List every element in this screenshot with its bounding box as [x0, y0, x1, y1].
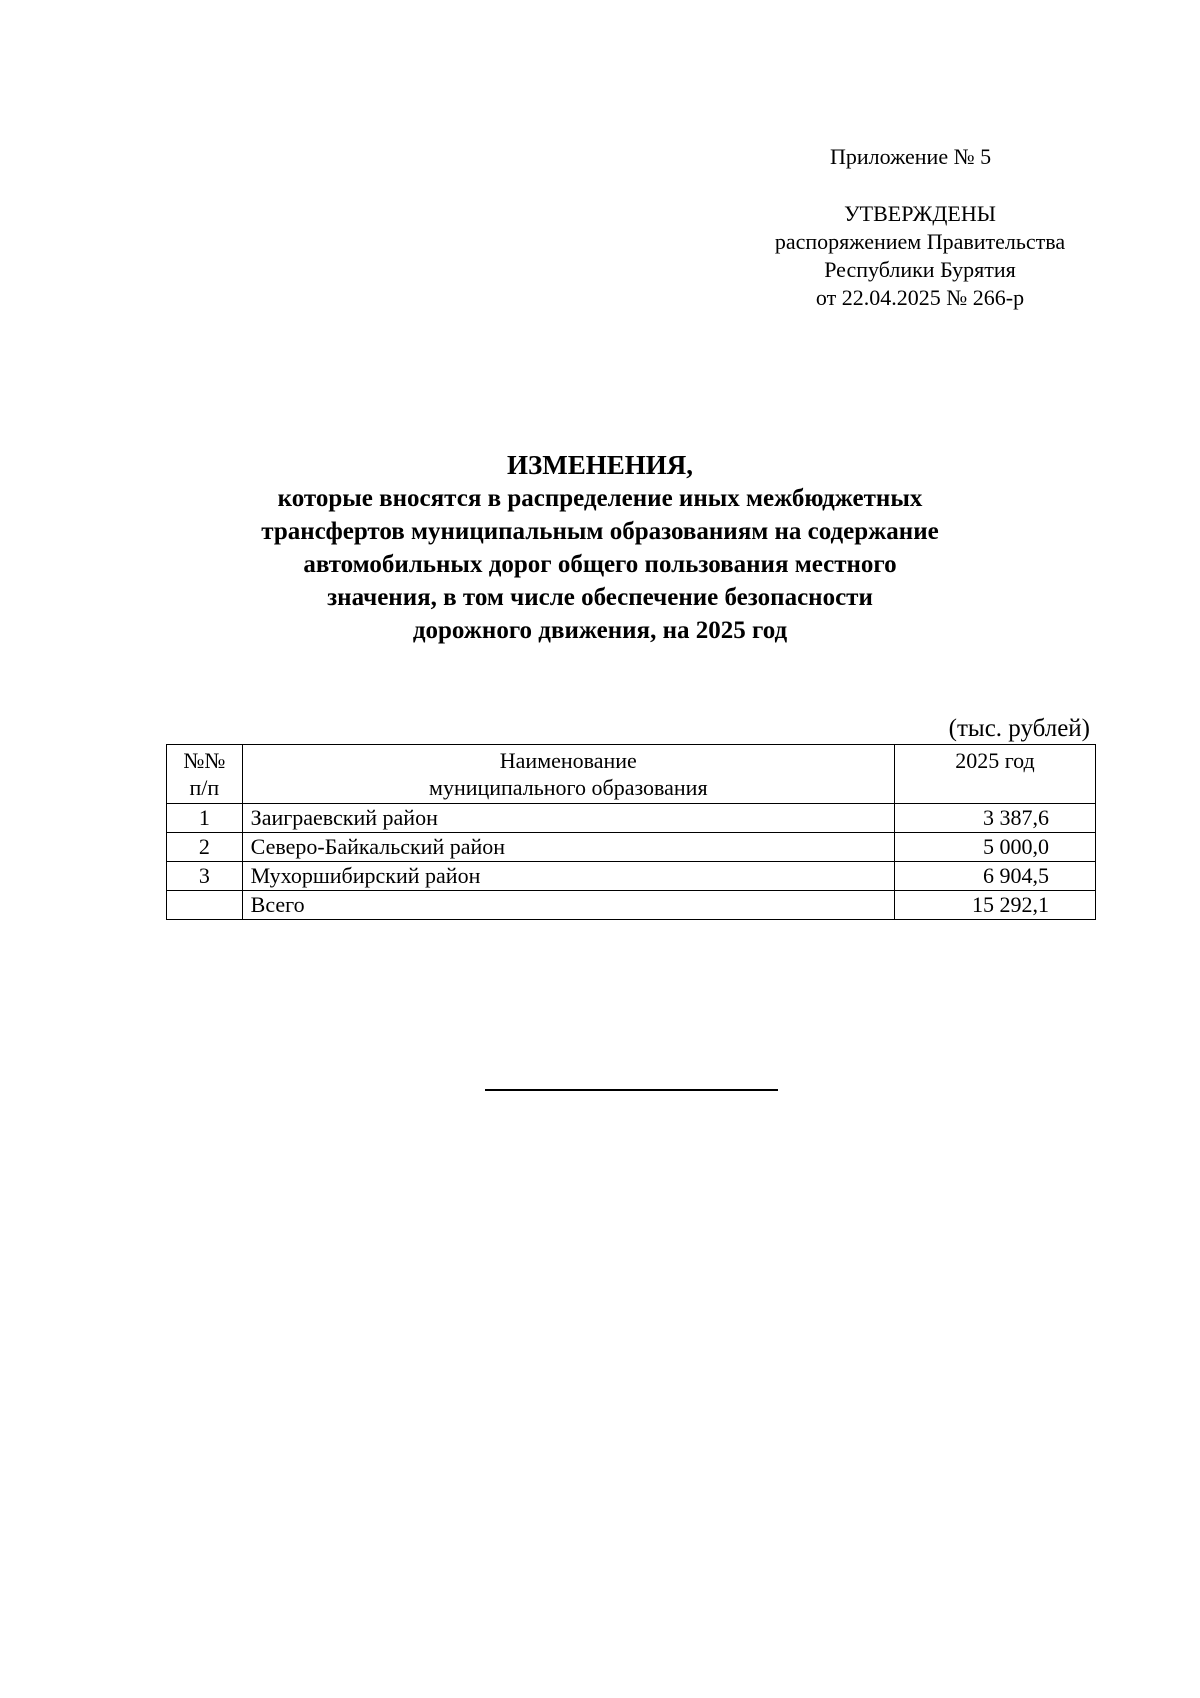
row-name: Северо-Байкальский район: [242, 833, 894, 862]
header-number-line-1: №№: [183, 748, 226, 773]
approval-line-order: распоряжением Правительства: [774, 229, 1066, 254]
table-total-row: [167, 891, 1096, 920]
row-name: Заиграевский район: [242, 804, 894, 833]
approval-line-date: от 22.04.2025 № 266-р: [815, 285, 1025, 310]
title-line-1: которые вносятся в распределение иных межбюджетных: [277, 485, 923, 512]
title-line-5: дорожного движения, на 2025 год: [412, 617, 788, 644]
row-amount: 6 904,5: [894, 862, 1095, 891]
title-line-2: трансфертов муниципальным образованиям на содержание: [261, 518, 939, 545]
total-label: Всего: [242, 891, 894, 920]
table-row: [167, 833, 1096, 862]
approval-line-approved: УТВЕРЖДЕНЫ: [844, 201, 996, 226]
approval-line-republic: Республики Бурятия: [824, 257, 1016, 282]
end-of-document-rule: [485, 1089, 778, 1091]
header-name: [242, 745, 894, 804]
units-label: (тыс. рублей): [948, 715, 1090, 742]
row-number: 2: [167, 833, 243, 862]
total-number: [167, 891, 243, 920]
title-main: ИЗМЕНЕНИЯ,: [506, 450, 693, 480]
table-row: [167, 862, 1096, 891]
table-header-row: [167, 745, 1096, 804]
title-line-4: значения, в том числе обеспечение безопасности: [327, 584, 873, 611]
row-number: 3: [167, 862, 243, 891]
row-name: Мухоршибирский район: [242, 862, 894, 891]
header-name-line-1: Наименование: [499, 748, 637, 773]
appendix-label: Приложение № 5: [830, 144, 992, 169]
table-row: [167, 804, 1096, 833]
header-number-line-2: п/п: [189, 775, 220, 800]
title-subtitle: [150, 482, 1050, 647]
total-amount: 15 292,1: [894, 891, 1095, 920]
row-number: 1: [167, 804, 243, 833]
title-line-3: автомобильных дорог общего пользования местного: [303, 551, 897, 578]
header-name-line-2: муниципального образования: [429, 775, 708, 800]
header-number: [167, 745, 243, 804]
row-amount: 5 000,0: [894, 833, 1095, 862]
header-amount: 2025 год: [894, 745, 1095, 804]
approval-stamp-block: [730, 200, 1110, 312]
distribution-table: [166, 744, 1096, 920]
row-amount: 3 387,6: [894, 804, 1095, 833]
document-title: [150, 448, 1050, 647]
